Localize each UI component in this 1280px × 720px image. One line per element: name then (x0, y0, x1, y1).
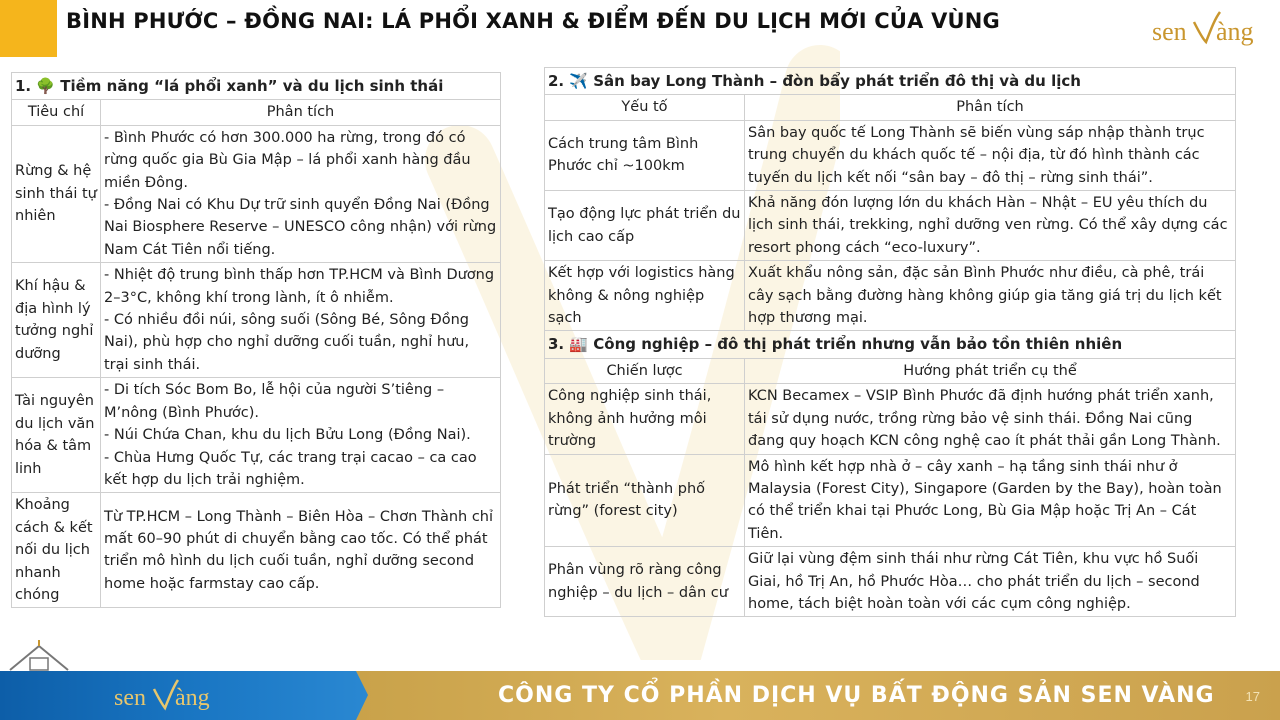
table-row (545, 191, 1236, 261)
column-header: Tiêu chí (12, 100, 101, 125)
section1-title: 1. 🌳 Tiềm năng “lá phổi xanh” và du lịch sinh thái (12, 73, 501, 100)
analysis-cell: Từ TP.HCM – Long Thành – Biên Hòa – Chơn Thành chỉ mất 60–90 phút di chuyển bằng cao tốc. Có thể phát triển mô hình du lịch cuối tuần, nghỉ dưỡng second home hoặc farmstay cao cấp. (101, 493, 501, 608)
section2-title: 2. ✈️ Sân bay Long Thành – đòn bẩy phát triển đô thị và du lịch (545, 68, 1236, 95)
footer-bar (0, 671, 1280, 720)
analysis-cell: Xuất khẩu nông sản, đặc sản Bình Phước như điều, cà phê, trái cây sạch bằng đường hàng không giúp gia tăng giá trị du lịch kết hợp thương mại. (745, 261, 1236, 331)
analysis-cell: Sân bay quốc tế Long Thành sẽ biến vùng sáp nhập thành trục trung chuyển du khách quốc tế – nội địa, từ đó hình thành các tuyến du lịch kết nối “sân bay – đô thị – rừng sinh thái”. (745, 120, 1236, 190)
table-row (545, 547, 1236, 617)
analysis-cell: - Di tích Sóc Bom Bo, lễ hội của người S’tiêng – M’nông (Bình Phước). - Núi Chứa Chan, khu du lịch Bửu Long (Đồng Nai). - Chùa Hưng Quốc Tự, các trang trại cacao – ca cao kết hợp du lịch trải nghiệm. (101, 378, 501, 493)
senvang-logo (1150, 8, 1270, 48)
page-title: BÌNH PHƯỚC – ĐỒNG NAI: LÁ PHỔI XANH & ĐIỂM ĐẾN DU LỊCH MỚI CỦA VÙNG (66, 9, 1000, 33)
criteria-cell: Tài nguyên du lịch văn hóa & tâm linh (12, 378, 101, 493)
section2-3-table (544, 67, 1236, 617)
table-row (545, 261, 1236, 331)
analysis-cell: - Nhiệt độ trung bình thấp hơn TP.HCM và Bình Dương 2–3°C, không khí trong lành, ít ô nhiễm. - Có nhiều đồi núi, sông suối (Sông Bé, Sông Đồng Nai), phù hợp cho nghỉ dưỡng cuối tuần, nghỉ hưu, trại sinh thái. (101, 263, 501, 378)
criteria-cell: Kết hợp với logistics hàng không & nông nghiệp sạch (545, 261, 745, 331)
column-header: Phân tích (745, 95, 1236, 120)
section3-title: 3. 🏭 Công nghiệp – đô thị phát triển nhưng vẫn bảo tồn thiên nhiên (545, 331, 1236, 358)
footer-company-name: CÔNG TY CỔ PHẦN DỊCH VỤ BẤT ĐỘNG SẢN SEN VÀNG (498, 683, 1215, 708)
table-row (545, 120, 1236, 190)
column-header: Hướng phát triển cụ thể (745, 358, 1236, 383)
footer-senvang-logo (112, 677, 232, 713)
table-row (545, 384, 1236, 454)
page-number: 17 (1245, 689, 1260, 704)
table-row (545, 454, 1236, 547)
table-row (12, 378, 501, 493)
table-row (12, 263, 501, 378)
criteria-cell: Công nghiệp sinh thái, không ảnh hưởng môi trường (545, 384, 745, 454)
analysis-cell: - Bình Phước có hơn 300.000 ha rừng, trong đó có rừng quốc gia Bù Gia Mập – lá phổi xanh hàng đầu miền Đông. - Đồng Nai có Khu Dự trữ sinh quyển Đồng Nai (Đồng Nai Biosphere Reserve – UNESCO công nhận) với rừng Nam Cát Tiên nổi tiếng. (101, 125, 501, 262)
section1-table (11, 72, 501, 608)
column-header: Chiến lược (545, 358, 745, 383)
criteria-cell: Khoảng cách & kết nối du lịch nhanh chóng (12, 493, 101, 608)
table-row (12, 125, 501, 262)
svg-text:àng: àng (175, 685, 210, 711)
svg-text:sen: sen (114, 685, 146, 711)
house-icon (6, 640, 72, 672)
analysis-cell: Khả năng đón lượng lớn du khách Hàn – Nhật – EU yêu thích du lịch sinh thái, trekking, nghỉ dưỡng ven rừng. Có thể xây dựng các resort phong cách “eco-luxury”. (745, 191, 1236, 261)
svg-text:àng: àng (1216, 17, 1254, 46)
analysis-cell: KCN Becamex – VSIP Bình Phước đã định hướng phát triển xanh, tái sử dụng nước, trồng rừng bảo vệ sinh thái. Đồng Nai cũng đang quy hoạch KCN công nghệ cao ít phát thải gần Long Thành. (745, 384, 1236, 454)
svg-text:sen: sen (1152, 17, 1187, 46)
criteria-cell: Khí hậu & địa hình lý tưởng nghỉ dưỡng (12, 263, 101, 378)
criteria-cell: Phân vùng rõ ràng công nghiệp – du lịch – dân cư (545, 547, 745, 617)
criteria-cell: Tạo động lực phát triển du lịch cao cấp (545, 191, 745, 261)
column-header: Yếu tố (545, 95, 745, 120)
criteria-cell: Rừng & hệ sinh thái tự nhiên (12, 125, 101, 262)
criteria-cell: Cách trung tâm Bình Phước chỉ ~100km (545, 120, 745, 190)
table-row (12, 493, 501, 608)
analysis-cell: Mô hình kết hợp nhà ở – cây xanh – hạ tầng sinh thái như ở Malaysia (Forest City), Singapore (Garden by the Bay), hoàn toàn có thể triển khai tại Phước Long, Bù Gia Mập hoặc Trị An – Cát Tiên. (745, 454, 1236, 547)
analysis-cell: Giữ lại vùng đệm sinh thái như rừng Cát Tiên, khu vực hồ Suối Giai, hồ Trị An, hồ Phước Hòa… cho phát triển du lịch – second home, tách biệt hoàn toàn với các cụm công nghiệp. (745, 547, 1236, 617)
criteria-cell: Phát triển “thành phố rừng” (forest city) (545, 454, 745, 547)
column-header: Phân tích (101, 100, 501, 125)
title-accent-block (0, 0, 57, 57)
